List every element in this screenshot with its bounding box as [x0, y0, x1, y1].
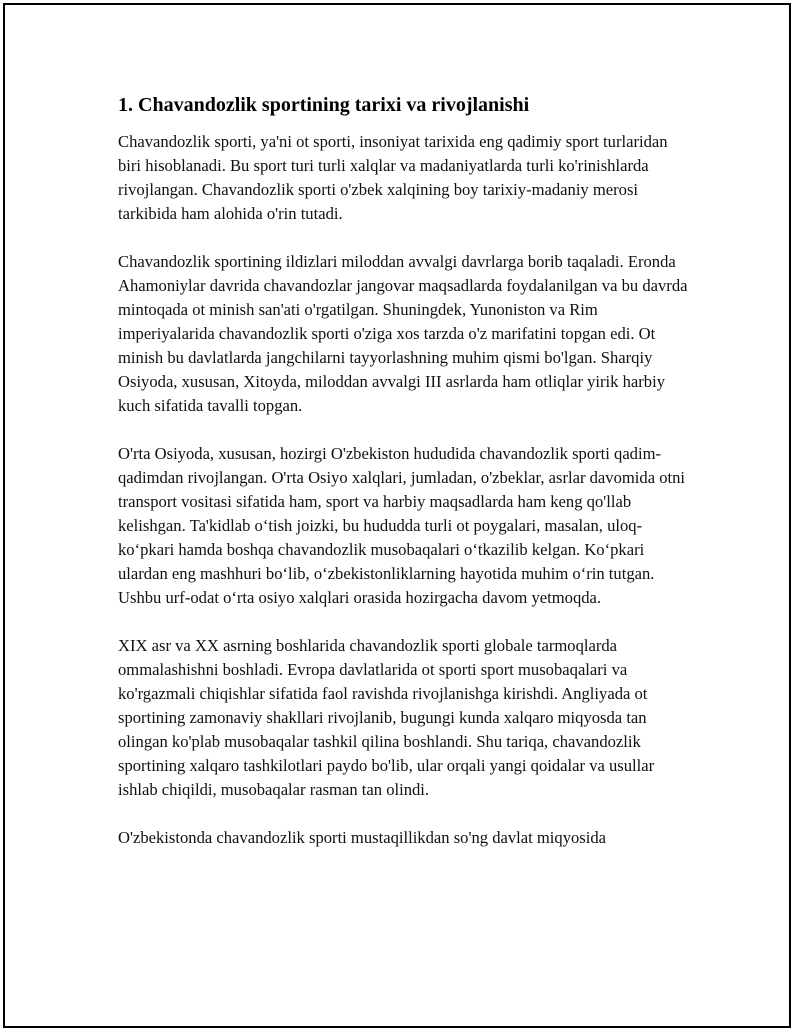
document-body	[118, 92, 688, 874]
section-heading: 1. Chavandozlik sportining tarixi va rivojlanishi	[118, 94, 530, 116]
paragraph-2: Chavandozlik sportining ildizlari miloddan avvalgi davrlarga borib taqaladi. Eronda Ahamoniylar davrida chavandozlar jangovar maqsadlarda foydalanilgan va bu davrda mintoqada ot minish san'ati o'rgatilgan. Shuningdek, Yunoniston va Rim imperiyalarida chavandozlik sporti o'ziga xos tarzda o'z marifatini topgan edi. Ot minish bu davlatlarda jangchilarni tayyorlashning muhim qismi bo'lgan. Sharqiy Osiyoda, xususan, Xitoyda, miloddan avvalgi III asrlarda ham otliqlar yirik harbiy kuch sifatida tavalli topgan.	[118, 252, 688, 415]
paragraph-1: Chavandozlik sporti, ya'ni ot sporti, insoniyat tarixida eng qadimiy sport turlaridan biri hisoblanadi. Bu sport turi turli xalqlar va madaniyatlarda turli ko'rinishlarda rivojlangan. Chavandozlik sporti o'zbek xalqining boy tarixiy-madaniy merosi tarkibida ham alohida o'rin tutadi.	[118, 132, 668, 223]
paragraph-5: O'zbekistonda chavandozlik sporti mustaqillikdan so'ng davlat miqyosida	[118, 828, 607, 847]
paragraph-4: XIX asr va XX asrning boshlarida chavandozlik sporti globale tarmoqlarda ommalashishni boshladi. Evropa davlatlarida ot sporti sport musobaqalari va ko'rgazmali chiqishlar sifatida faol ravishda rivojlanishga kirishdi. Angliyada ot sportining zamonaviy shakllari rivojlanib, bugungi kunda xalqaro miqyosda tan olingan ko'plab musobaqalar tashkil qilina boshlandi. Shu tariqa, chavandozlik sportining xalqaro tashkilotlari paydo bo'lib, ular orqali yangi qoidalar va usullar ishlab chiqildi, musobaqalar rasman tan olindi.	[118, 636, 655, 799]
paragraph-3: O'rta Osiyoda, xususan, hozirgi O'zbekiston hududida chavandozlik sporti qadim-qadimdan rivojlangan. O'rta Osiyo xalqlari, jumladan, o'zbeklar, asrlar davomida otni transport vositasi sifatida ham, sport va harbiy maqsadlarda ham keng qo'llab kelishgan. Ta'kidlab o‘tish joizki, bu hududda turli ot poygalari, masalan, uloq-ko‘pkari hamda boshqa chavandozlik musobaqalari o‘tkazilib kelgan. Ko‘pkari ulardan eng mashhuri bo‘lib, o‘zbekistonliklarning hayotida muhim o‘rin tutgan. Ushbu urf-odat o‘rta osiyo xalqlari orasida hozirgacha davom yetmoqda.	[118, 444, 686, 607]
